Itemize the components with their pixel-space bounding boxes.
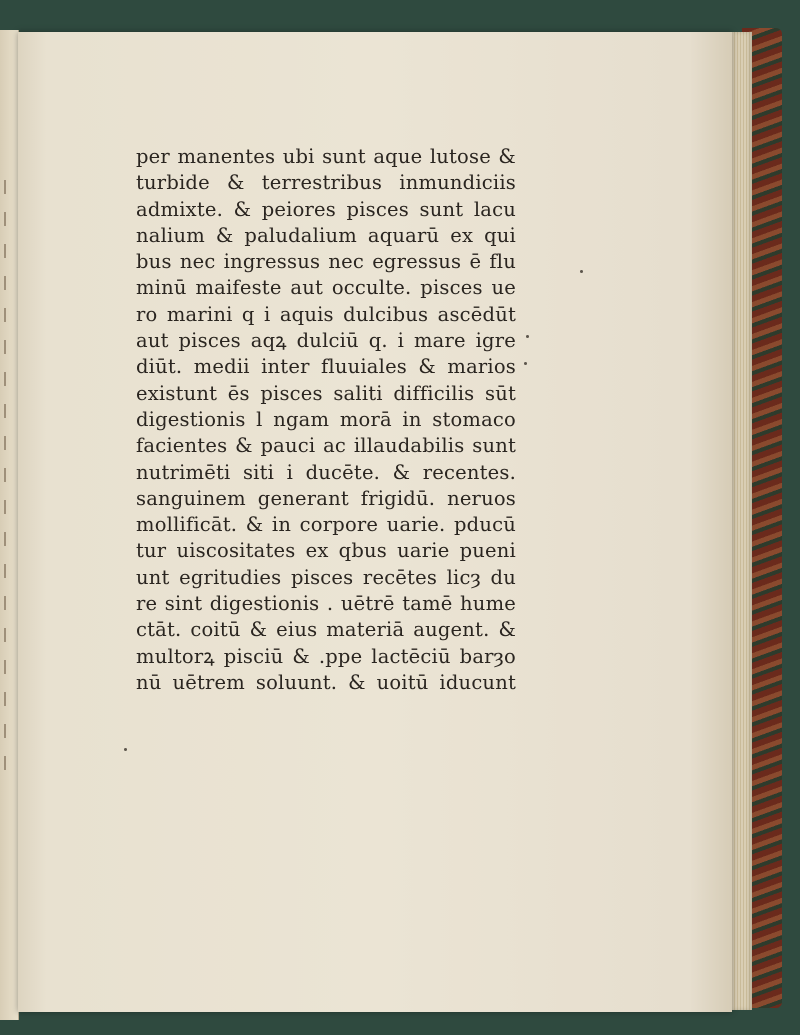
text-line: mollificāt. & in corpore uarie. pducū xyxy=(136,513,516,537)
ink-speck xyxy=(526,335,529,338)
ink-speck xyxy=(580,270,583,273)
text-line: nutrimēti siti i ducēte. & recentes. xyxy=(136,460,516,484)
text-line: bus nec ingressus nec egressus ē flu xyxy=(136,250,516,274)
text-line: digestionis l ngam morā in stomaco xyxy=(136,407,516,431)
bleed-through-marks xyxy=(4,180,14,788)
text-line: sanguinem generant frigidū. neruos xyxy=(136,486,516,510)
ink-speck xyxy=(524,362,527,365)
text-line: multorꝝ pisciū & .ppe lactēciū barȝo xyxy=(136,644,516,668)
text-line: tur uiscositates ex qbus uarie pueni xyxy=(136,539,516,563)
text-line: minū maifeste aut occulte. pisces ue xyxy=(136,276,516,300)
left-page-edge xyxy=(0,30,19,1020)
text-line: admixte. & peiores pisces sunt lacu xyxy=(136,197,516,221)
text-line: nū uētrem soluunt. & uoitū iducunt xyxy=(136,670,516,694)
book-page xyxy=(18,32,732,1012)
text-line: diūt. medii inter fluuiales & marios xyxy=(136,355,516,379)
text-line: aut pisces aqꝝ dulciū q. i mare igre xyxy=(136,329,516,353)
text-line: unt egritudies pisces recētes licȝ du xyxy=(136,565,516,589)
ink-speck xyxy=(124,748,127,751)
text-line: re sint digestionis . uētrē tamē hume xyxy=(136,592,516,616)
text-line: facientes & pauci ac illaudabilis sunt xyxy=(136,434,516,458)
text-line: ro marini q i aquis dulcibus ascēdūt xyxy=(136,302,516,326)
text-line: ctāt. coitū & eius materiā augent. & xyxy=(136,618,516,642)
page-text-block xyxy=(136,144,516,696)
text-line: existunt ēs pisces saliti difficilis sūt xyxy=(136,381,516,405)
text-line: per manentes ubi sunt aque lutose & xyxy=(136,145,516,168)
text-line: nalium & paludalium aquarū ex qui xyxy=(136,223,516,247)
text-line: turbide & terrestribus inmundiciis xyxy=(136,171,516,195)
